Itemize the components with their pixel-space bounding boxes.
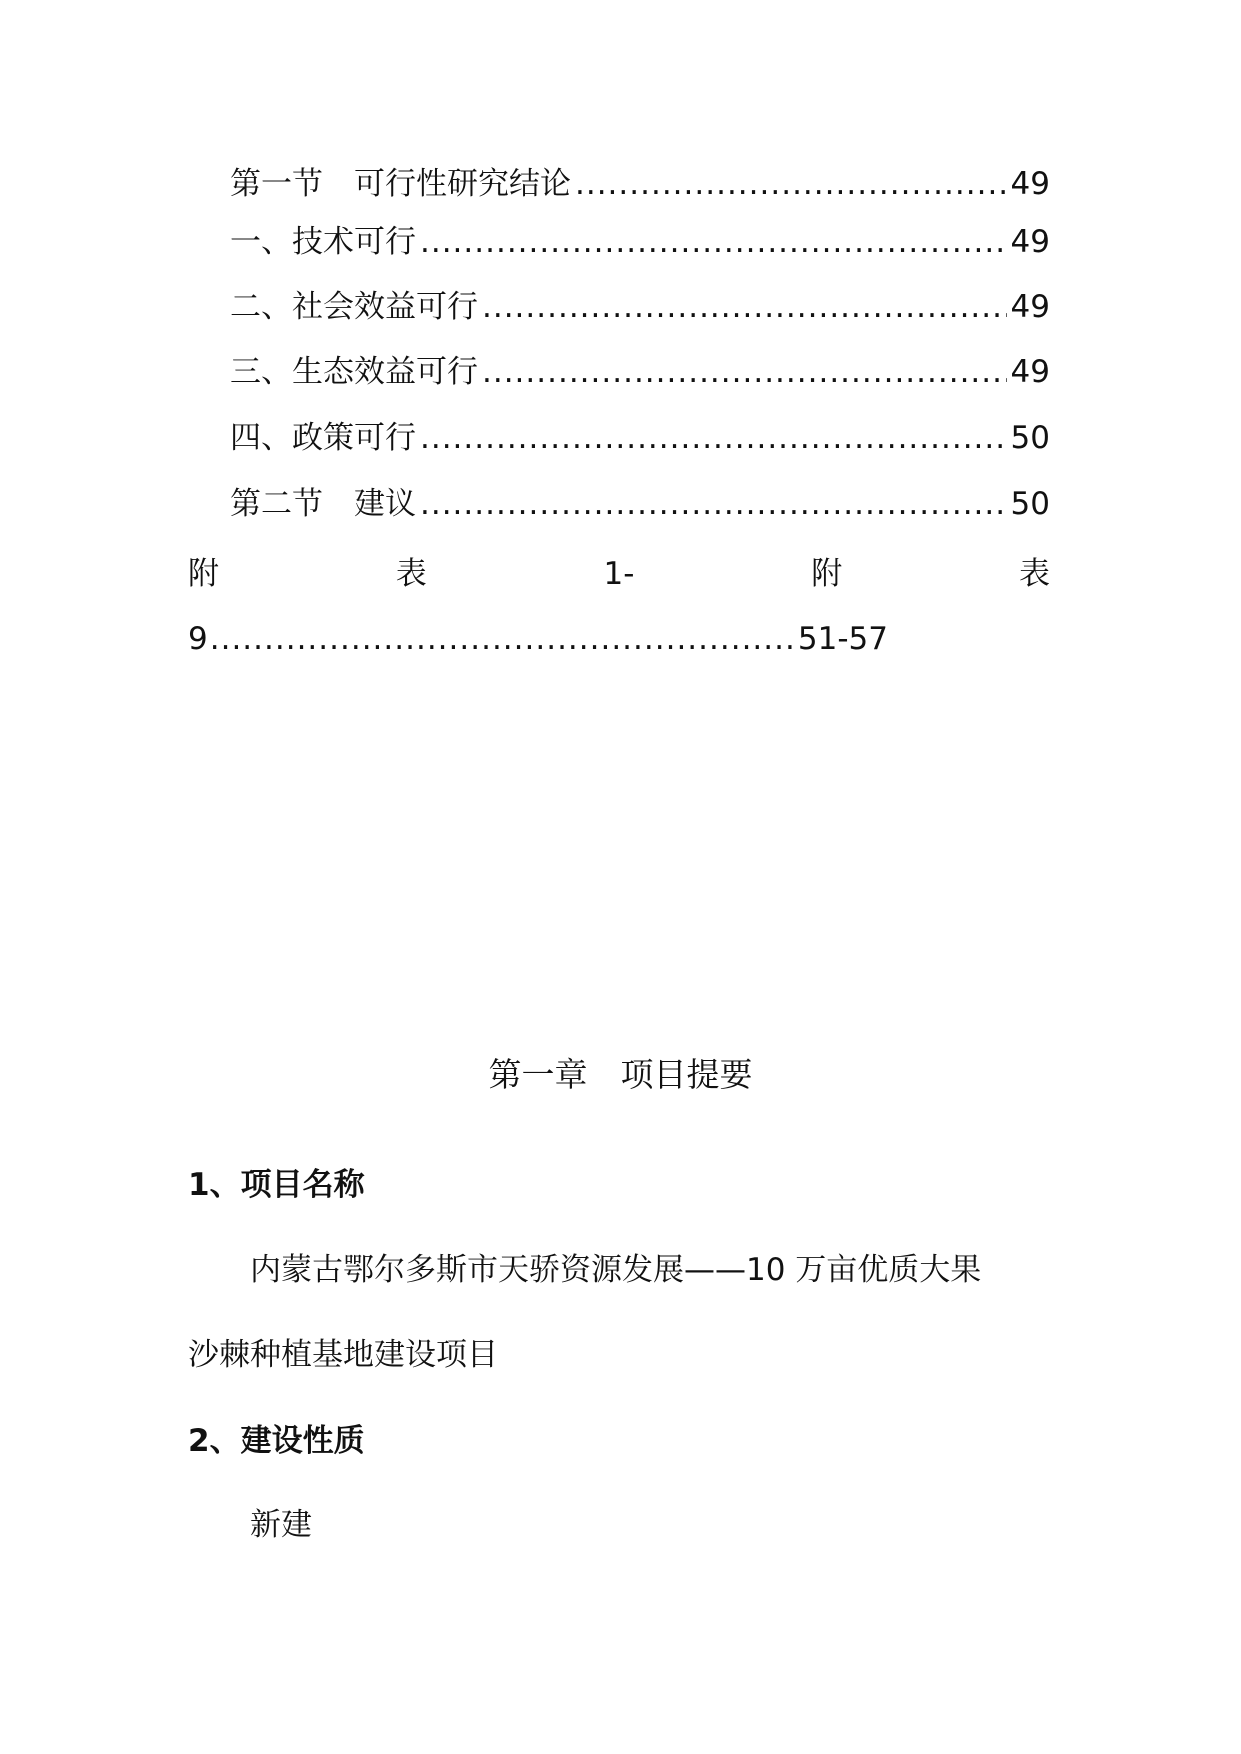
section-heading: 2、建设性质 [188, 1423, 365, 1459]
section-paragraph: 内蒙古鄂尔多斯市天骄资源发展——10 万亩优质大果 [250, 1252, 982, 1288]
toc-entry-page: 49 [1010, 354, 1050, 390]
toc-appendix-word: 附 [188, 556, 219, 592]
toc-entry[interactable] [230, 484, 1050, 524]
section-paragraph-continued: 沙棘种植基地建设项目 [188, 1337, 498, 1373]
toc-appendix-word: 表 [395, 556, 427, 592]
toc-entry-title: 一、技术可行 [230, 224, 416, 260]
toc-appendix-entry-continued[interactable] [188, 619, 888, 659]
toc-entry-title: 三、生态效益可行 [230, 354, 478, 390]
toc-appendix-pages: 51-57 [797, 621, 888, 657]
toc-entry[interactable] [230, 352, 1050, 392]
toc-entry[interactable] [230, 287, 1050, 327]
toc-entry[interactable] [230, 418, 1050, 458]
toc-leader-dots [575, 164, 1007, 204]
toc-leader-dots [420, 418, 1007, 458]
toc-entry-title: 第二节 建议 [230, 486, 416, 522]
toc-appendix-word: 附 [811, 556, 843, 592]
toc-entry-page: 50 [1010, 420, 1050, 456]
toc-leader-dots [420, 484, 1007, 524]
toc-entry-page: 49 [1010, 166, 1050, 202]
toc-entry[interactable] [230, 164, 1050, 204]
section-heading: 1、项目名称 [188, 1167, 365, 1203]
toc-entry-page: 49 [1010, 289, 1050, 325]
toc-entry-page: 49 [1010, 224, 1050, 260]
toc-leader-dots [210, 619, 796, 659]
toc-appendix-entry[interactable] [188, 554, 1050, 594]
toc-entry-title: 四、政策可行 [230, 420, 416, 456]
section-paragraph: 新建 [250, 1507, 312, 1543]
toc-leader-dots [482, 352, 1007, 392]
toc-appendix-start: 9 [188, 621, 208, 657]
toc-leader-dots [482, 287, 1007, 327]
toc-entry-title: 第一节 可行性研究结论 [230, 166, 571, 202]
toc-leader-dots [420, 222, 1007, 262]
toc-entry-title: 二、社会效益可行 [230, 289, 478, 325]
toc-entry-page: 50 [1010, 486, 1050, 522]
toc-appendix-word: 1- [603, 556, 635, 592]
toc-appendix-word: 表 [1018, 556, 1050, 592]
chapter-title: 第一章 项目提要 [488, 1055, 753, 1094]
toc-entry[interactable] [230, 222, 1050, 262]
